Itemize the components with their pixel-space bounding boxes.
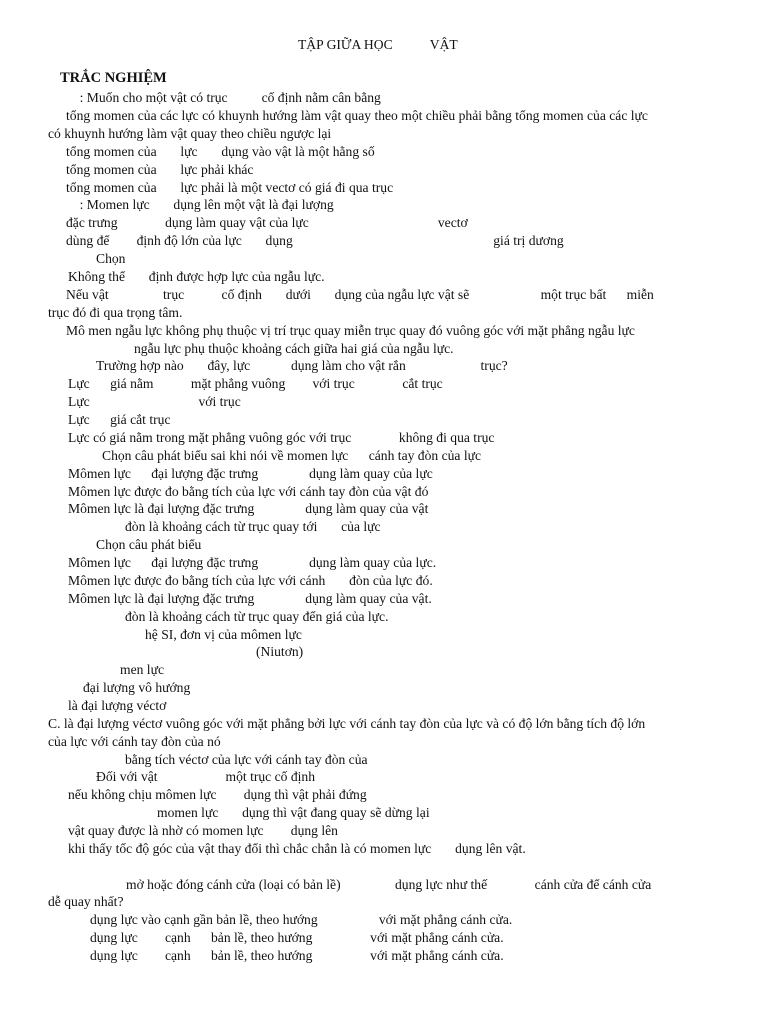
text-line: là đại lượng véctơ [68, 698, 167, 713]
text-line: : Momen lực dụng lên một vật là đại lượng [66, 197, 334, 212]
text-line: dụng lực cạnh bản lề, theo hướng với mặt phẳng cánh cửa. [90, 930, 504, 945]
text-line: mở hoặc đóng cánh cửa (loại có bản lề) dụng lực như thế cánh cửa để cánh cửa [126, 877, 652, 892]
text-line: Mômen lực là đại lượng đặc trưng dụng làm quay của vật [68, 501, 429, 516]
text-line: Không thể định được hợp lực của ngẫu lực. [68, 269, 325, 284]
text-line: dùng để định độ lớn của lực dụng giá trị dương [66, 233, 564, 248]
text-line: Chọn câu phát biểu sai khi nói về momen lực cánh tay đòn của lực [102, 448, 482, 463]
text-line: đại lượng vô hướng [83, 680, 191, 695]
text-line: Mômen lực được đo bằng tích của lực với cánh đòn của lực đó. [68, 573, 433, 588]
text-line: vật quay được là nhờ có momen lực dụng lên [68, 823, 338, 838]
text-line: C. là đại lượng véctơ vuông góc với mặt phẳng bởi lực với cánh tay đòn của lực và có độ lớn bằng tích độ lớn [48, 716, 646, 731]
text-line: Chọn [96, 251, 126, 266]
text-line: có khuynh hướng làm vật quay theo chiều ngược lại [48, 126, 332, 141]
text-line: khi thấy tốc độ góc của vật thay đổi thì chắc chắn là có momen lực dụng lên vật. [68, 841, 526, 856]
text-line: Đối với vật một trục cố định [96, 769, 316, 784]
text-line: Mômen lực được đo bằng tích của lực với cánh tay đòn của vật đó [68, 484, 429, 499]
text-line: momen lực dụng thì vật đang quay sẽ dừng lại [157, 805, 430, 820]
text-line: đặc trưng dụng làm quay vật của lực vectơ [66, 215, 468, 230]
text-line: tổng momen của lực phải là một vectơ có giá đi qua trục [66, 180, 394, 195]
text-line: tổng momen của lực dụng vào vật là một hằng số [66, 144, 375, 159]
text-line: ngẫu lực phụ thuộc khoảng cách giữa hai giá của ngẫu lực. [134, 341, 454, 356]
text-line: Mômen lực đại lượng đặc trưng dụng làm quay của lực. [68, 555, 437, 570]
text-line: Trường hợp nào đây, lực dụng làm cho vật rắn trục? [96, 358, 508, 373]
text-line: Lực giá cắt trục [68, 412, 171, 427]
text-line: Mô men ngẫu lực không phụ thuộc vị trí trục quay miễn trục quay đó vuông góc với mặt phẳng ngẫu lực [66, 323, 635, 338]
text-line: (Niutơn) [256, 644, 304, 659]
text-line: Mômen lực là đại lượng đặc trưng dụng làm quay của vật. [68, 591, 432, 606]
text-line: men lực [120, 662, 164, 677]
text-line: Lực giá nằm mặt phẳng vuông với trục cắt trục [68, 376, 443, 391]
text-line: tổng momen của lực phải khác [66, 162, 254, 177]
text-line: Lực có giá nằm trong mặt phẳng vuông góc với trục không đi qua trục [68, 430, 495, 445]
text-line: đòn là khoảng cách từ trục quay đến giá của lực. [125, 609, 389, 624]
text-line: Chọn câu phát biểu [96, 537, 202, 552]
text-line: dụng lực vào cạnh gần bản lề, theo hướng với mặt phẳng cánh cửa. [90, 912, 513, 927]
text-line: hệ SI, đơn vị của mômen lực [145, 627, 302, 642]
text-line: bằng tích véctơ của lực với cánh tay đòn của [125, 752, 368, 767]
text-line: Mômen lực đại lượng đặc trưng dụng làm quay của lực [68, 466, 433, 481]
text-line: dụng lực cạnh bản lề, theo hướng với mặt phẳng cánh cửa. [90, 948, 504, 963]
text-line: nếu không chịu mômen lực dụng thì vật phải đứng [68, 787, 367, 802]
text-line: của lực với cánh tay đòn của nó [48, 734, 221, 749]
text-line: : Muốn cho một vật có trục cố định nằm cân bằng [66, 90, 381, 105]
text-line: trục đó đi qua trọng tâm. [48, 305, 183, 320]
page-title: TẬP GIỮA HỌC VẬT [298, 37, 458, 52]
text-line: tổng momen của các lực có khuynh hướng làm vật quay theo một chiều phải bằng tổng momen của các lực [66, 108, 648, 123]
text-line: dễ quay nhất? [48, 894, 124, 909]
text-line: đòn là khoảng cách từ trục quay tới của lực [125, 519, 381, 534]
text-line: Lực với trục [68, 394, 241, 409]
text-line: Nếu vật trục cố định dưới dụng của ngẫu lực vật sẽ một trục bất miễn [66, 287, 654, 302]
section-heading: TRẮC NGHIỆM [60, 70, 167, 86]
